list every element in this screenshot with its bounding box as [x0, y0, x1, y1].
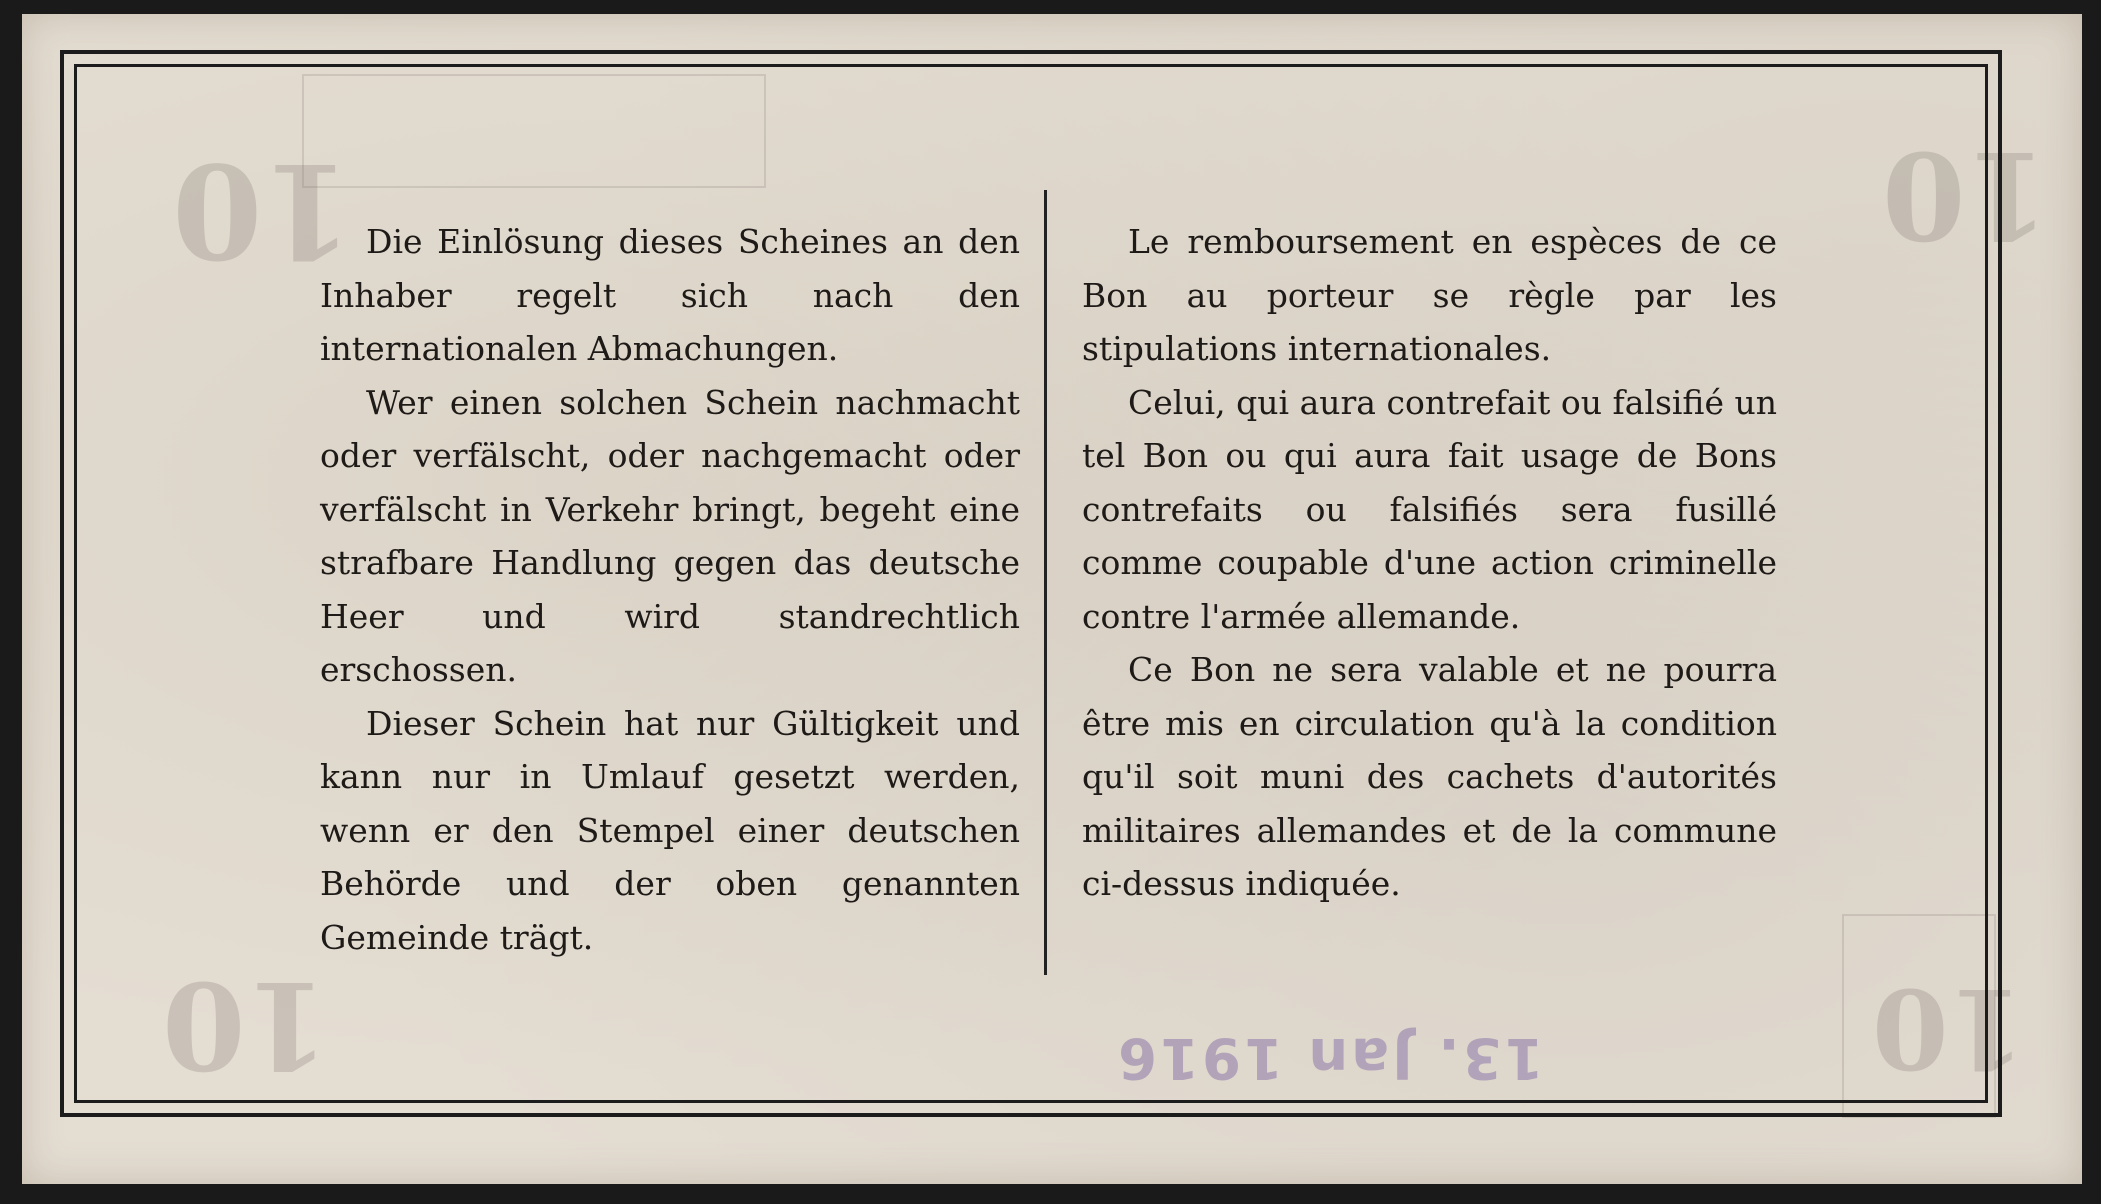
french-paragraph-validity: Ce Bon ne sera valable et ne pourra être mis en circulation qu'à la condition qu'il soit muni des cachets d'autorités militaires allemandes et de la commune ci-dessus indiquée. [1082, 650, 1777, 903]
french-text-column [1082, 215, 1777, 911]
date-stamp: 13. Jan 1916 [1115, 1025, 1544, 1090]
german-text-column [320, 215, 1020, 964]
german-paragraph-validity: Dieser Schein hat nur Gültigkeit und kann nur in Umlauf gesetzt werden, wenn er den Stempel einer deutschen Behörde und der oben genannten Gemeinde trägt. [320, 703, 1020, 957]
french-paragraph-redemption: Le remboursement en espèces de ce Bon au porteur se règle par les stipulations internationales. [1082, 222, 1777, 368]
show-through-numeral: 10 [1882, 124, 2049, 265]
french-paragraph-counterfeit: Celui, qui aura contrefait ou falsifié un tel Bon ou qui aura fait usage de Bons contrefaits ou falsifiés sera fusillé comme coupable d'une action criminelle contre l'armée allemande. [1082, 382, 1777, 636]
show-through-numeral: 10 [162, 954, 329, 1095]
column-divider [1044, 190, 1047, 975]
german-paragraph-redemption: Die Einlösung dieses Scheines an den Inhaber regelt sich nach den internationalen Abmachungen. [320, 222, 1020, 368]
german-paragraph-counterfeit: Wer einen solchen Schein nachmacht oder verfälscht, oder nachgemacht oder verfälscht in Verkehr bringt, begeht eine strafbare Handlung gegen das deutsche Heer und wird standrechtlich erschossen. [320, 382, 1020, 689]
show-through-numeral: 10 [172, 134, 353, 287]
show-through-numeral: 10 [1872, 964, 2026, 1093]
